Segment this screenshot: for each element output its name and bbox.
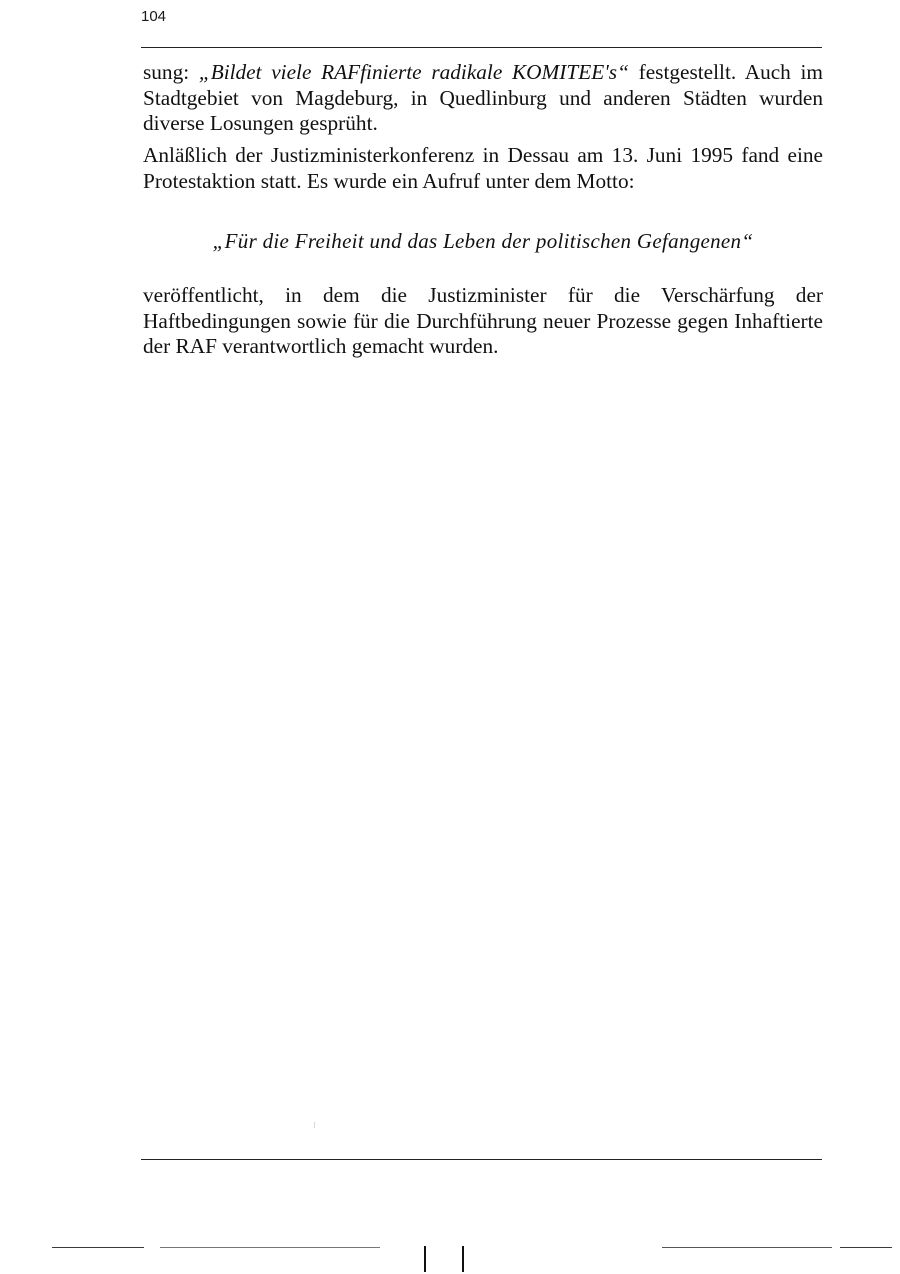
scan-artifact-bar-right bbox=[462, 1246, 464, 1272]
paragraph-1-quote: „Bildet viele RAFfinierte radikale KOMITEE's“ bbox=[198, 60, 629, 84]
paragraph-3 bbox=[143, 283, 823, 360]
scan-artifact-line-left bbox=[52, 1247, 144, 1248]
paragraph-2 bbox=[143, 143, 823, 194]
paragraph-1-suffix: festgestellt. Auch im Stadtgebiet von Magdeburg, in Quedlinburg und anderen Städten wurden diverse Losungen gesprüht. bbox=[143, 60, 823, 136]
motto-quote: „Für die Freiheit und das Leben der politischen Gefangenen“ bbox=[212, 229, 754, 253]
paragraph-1-prefix: sung: bbox=[143, 60, 199, 84]
footer-rule bbox=[141, 1159, 822, 1160]
scan-artifact-line-right bbox=[840, 1247, 892, 1248]
page-number: 104 bbox=[141, 8, 167, 25]
paragraph-1 bbox=[143, 60, 823, 137]
header-rule bbox=[141, 47, 822, 48]
paragraph-2-text: Anläßlich der Justizministerkonferenz in Dessau am 13. Juni 1995 fand eine Protestaktion statt. Es wurde ein Aufruf unter dem Motto: bbox=[143, 143, 823, 193]
scan-artifact-line-left-faint bbox=[160, 1247, 380, 1248]
scan-artifact-bar-left bbox=[424, 1246, 426, 1272]
paragraph-3-text: veröffentlicht, in dem die Justizminister für die Verschärfung der Haftbedingungen sowie für die Durchführung neuer Prozesse gegen Inhaftierte der RAF verantwortlich gemacht wurden. bbox=[143, 283, 823, 359]
scan-artifact-line-right-faint bbox=[662, 1247, 832, 1248]
scan-speck bbox=[314, 1122, 315, 1128]
